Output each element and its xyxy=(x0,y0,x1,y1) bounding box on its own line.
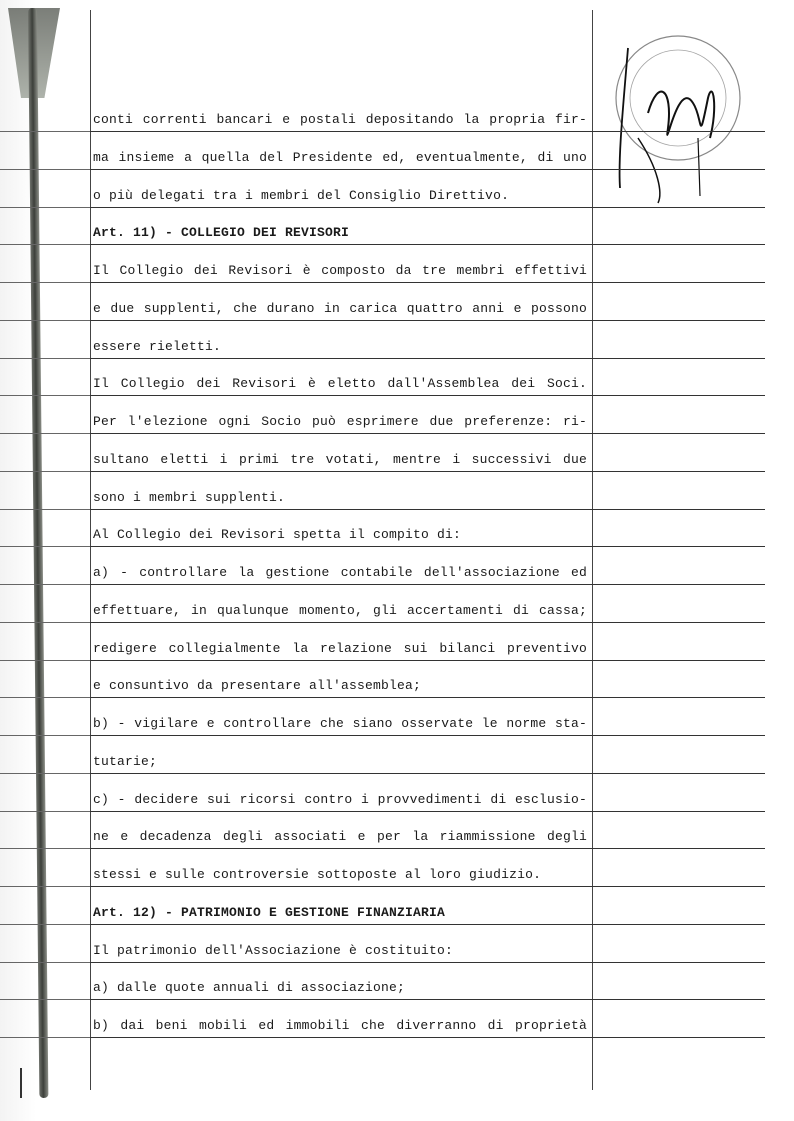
document-text-line: sultano eletti i primi tre votati, mentre i successivi due xyxy=(93,451,587,467)
document-text-line: a) - controllare la gestione contabile dell'associazione ed xyxy=(93,565,587,580)
document-text-line: ne e decadenza degli associati e per la riammissione degli xyxy=(93,829,587,845)
document-text-line: effettuare, in qualunque momento, gli accertamenti di cassa; xyxy=(93,602,587,618)
binding-cord xyxy=(28,8,48,1098)
document-text-line: c) - decidere sui ricorsi contro i provvedimenti di esclusio- xyxy=(93,791,587,807)
binding-rule xyxy=(0,773,90,774)
ruled-line xyxy=(90,358,765,359)
binding-rule xyxy=(0,660,90,661)
ruled-line xyxy=(90,546,765,547)
article-heading: Art. 11) - COLLEGIO DEI REVISORI xyxy=(93,225,350,241)
ruled-line xyxy=(90,320,765,321)
right-margin-rule xyxy=(592,10,593,1090)
document-text-line: tutarie; xyxy=(93,753,158,769)
document-text-line: Al Collegio dei Revisori spetta il compito di: xyxy=(93,527,462,543)
ruled-line xyxy=(90,999,765,1000)
ruled-line xyxy=(90,584,765,585)
ruled-line xyxy=(90,207,765,208)
document-text-line: essere rieletti. xyxy=(93,338,222,354)
notary-seal-signature xyxy=(598,18,748,208)
left-margin-rule xyxy=(90,10,91,1090)
binding-rule xyxy=(0,811,90,812)
ruled-line xyxy=(90,697,765,698)
binding-rule xyxy=(0,244,90,245)
binding-rule xyxy=(0,169,90,170)
ruled-line xyxy=(90,244,765,245)
binding-rule xyxy=(0,282,90,283)
document-text-line: ma insieme a quella del Presidente ed, eventualmente, di uno xyxy=(93,149,587,165)
document-text-line: e due supplenti, che durano in carica quattro anni e possono xyxy=(93,300,587,316)
ruled-line xyxy=(90,811,765,812)
document-text-line: sono i membri supplenti. xyxy=(93,489,286,505)
binding-rule xyxy=(0,433,90,434)
ruled-line xyxy=(90,848,765,849)
ruled-line xyxy=(90,924,765,925)
ruled-line xyxy=(90,509,765,510)
document-text-line: redigere collegialmente la relazione sui bilanci preventivo xyxy=(93,640,587,656)
binding-rule xyxy=(0,509,90,510)
binding-rule xyxy=(0,848,90,849)
document-text-line: b) dai beni mobili ed immobili che diverranno di proprietà xyxy=(93,1018,587,1033)
document-text-line: e consuntivo da presentare all'assemblea; xyxy=(93,678,422,694)
document-text-line: conti correnti bancari e postali depositando la propria fir- xyxy=(93,112,587,127)
binding-rule xyxy=(0,320,90,321)
binding-rule xyxy=(0,1037,90,1038)
document-text-line: Il Collegio dei Revisori è composto da tre membri effettivi xyxy=(93,263,587,278)
document-text-line: b) - vigilare e controllare che siano osservate le norme sta- xyxy=(93,716,587,731)
document-text-line: stessi e sulle controversie sottoposte al loro giudizio. xyxy=(93,867,542,882)
document-text-line: Il patrimonio dell'Associazione è costituito: xyxy=(93,942,454,958)
ruled-line xyxy=(90,169,765,170)
ruled-line xyxy=(90,886,765,887)
ruled-line xyxy=(90,735,765,736)
binding-rule xyxy=(0,584,90,585)
document-text-line: a) dalle quote annuali di associazione; xyxy=(93,980,406,996)
binding-rule xyxy=(0,924,90,925)
ruled-line xyxy=(90,660,765,661)
ruled-line xyxy=(90,622,765,623)
ruled-line xyxy=(90,962,765,963)
binding-rule xyxy=(0,207,90,208)
binding-rule xyxy=(0,546,90,547)
binding-rule xyxy=(0,735,90,736)
document-text-line: Per l'elezione ogni Socio può esprimere due preferenze: ri- xyxy=(93,414,587,429)
margin-mark xyxy=(20,1068,22,1098)
binding-rule xyxy=(0,622,90,623)
binding-rule xyxy=(0,471,90,472)
ruled-line xyxy=(90,773,765,774)
binding-rule xyxy=(0,886,90,887)
binding-rule xyxy=(0,697,90,698)
binding-rule xyxy=(0,962,90,963)
binding-rule xyxy=(0,131,90,132)
ruled-line xyxy=(90,433,765,434)
ruled-line xyxy=(90,131,765,132)
article-heading: Art. 12) - PATRIMONIO E GESTIONE FINANZIARIA xyxy=(93,904,446,920)
ruled-line xyxy=(90,471,765,472)
document-text-line: Il Collegio dei Revisori è eletto dall'Assemblea dei Soci. xyxy=(93,376,587,392)
ruled-line xyxy=(90,395,765,396)
ruled-line xyxy=(90,1037,765,1038)
binding-rule xyxy=(0,395,90,396)
binding-rule xyxy=(0,999,90,1000)
document-text-line: o più delegati tra i membri del Consiglio Direttivo. xyxy=(93,187,510,203)
binding-rule xyxy=(0,358,90,359)
ruled-line xyxy=(90,282,765,283)
